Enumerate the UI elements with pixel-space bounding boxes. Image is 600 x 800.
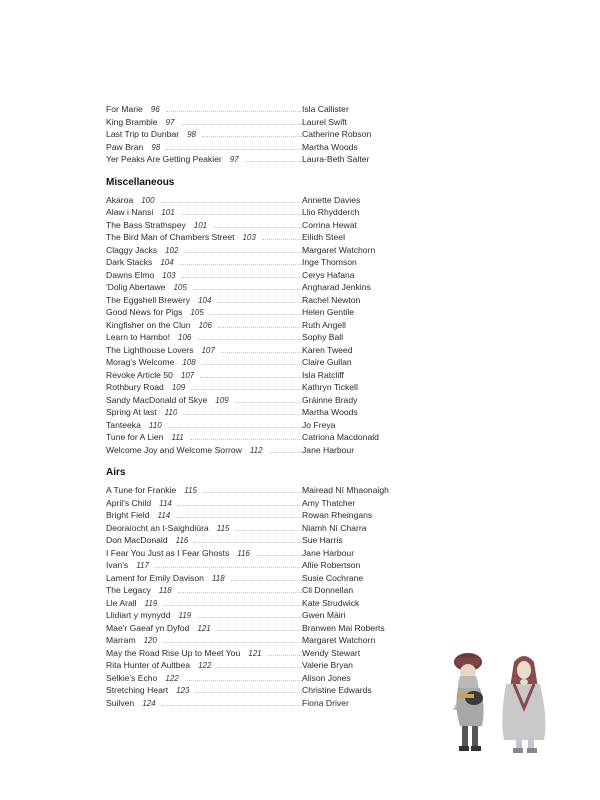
entry-left xyxy=(106,219,207,233)
composer-name: Annette Davies xyxy=(302,194,361,205)
page-number: 118 xyxy=(158,586,172,595)
toc-entry[interactable] xyxy=(106,153,406,166)
page-number: 106 xyxy=(178,333,192,342)
tune-title: Deoraíocht an t-Saighdiúra xyxy=(106,522,209,533)
entry-left xyxy=(106,534,188,548)
composer-name: Susie Cochrane xyxy=(302,572,364,583)
tune-title: Good News for Pigs xyxy=(106,307,183,317)
page-number: 104 xyxy=(198,295,212,305)
tune-title: Tune for A Lien xyxy=(106,432,164,442)
toc-entry[interactable] xyxy=(106,444,406,457)
page-number: 97 xyxy=(229,155,239,164)
page-number: 109 xyxy=(215,395,229,405)
page-number: 105 xyxy=(173,283,187,292)
composer-name: Jane Harbour xyxy=(302,444,355,455)
composer-name: Catherine Robson xyxy=(302,129,372,139)
entry-left xyxy=(106,509,170,523)
dot-leader xyxy=(181,213,302,215)
composer-name: Inge Thomson xyxy=(302,257,357,267)
toc-section xyxy=(106,103,406,166)
composer-name: Isla Ratcliff xyxy=(302,369,344,380)
page-number: 118 xyxy=(211,573,225,583)
page-number: 119 xyxy=(144,598,158,608)
page-number: 106 xyxy=(198,320,212,330)
dot-leader xyxy=(231,579,302,581)
page-number: 114 xyxy=(159,498,172,508)
dot-leader xyxy=(217,629,302,631)
composer-name: Niamh Ní Charra xyxy=(302,522,367,533)
page-number: 122 xyxy=(198,661,212,670)
toc-entry[interactable] xyxy=(106,194,406,207)
tune-title: I Fear You Just as I Fear Ghosts xyxy=(106,547,230,558)
toc-entry[interactable] xyxy=(106,419,406,432)
entry-left xyxy=(106,497,172,511)
page-number: 123 xyxy=(176,686,190,695)
dot-leader xyxy=(166,110,302,112)
dot-leader xyxy=(218,326,302,328)
toc-entry[interactable] xyxy=(106,509,406,522)
tune-title: Rita Hunter of Aultbea xyxy=(106,660,191,670)
toc-entry[interactable] xyxy=(106,269,406,282)
dot-leader xyxy=(235,529,302,531)
composer-name: Rowan Rheingans xyxy=(302,510,373,520)
dot-leader xyxy=(245,160,302,162)
dot-leader xyxy=(197,338,302,340)
toc-entry[interactable] xyxy=(106,484,406,497)
entry-left xyxy=(106,444,263,458)
tune-title: May the Road Rise Up to Meet You xyxy=(106,647,241,658)
page-number: 104 xyxy=(160,258,174,267)
composer-name: Cerys Hafana xyxy=(302,269,355,280)
tune-title: The Legacy xyxy=(106,585,151,595)
entry-left xyxy=(106,306,204,320)
page-number: 121 xyxy=(197,623,211,633)
page-number: 101 xyxy=(193,220,208,230)
dot-leader xyxy=(268,654,302,656)
composer-name: Margaret Watchorn xyxy=(302,635,376,645)
dot-leader xyxy=(190,438,302,440)
dot-leader xyxy=(210,313,302,315)
page-number: 107 xyxy=(201,345,215,355)
entry-left xyxy=(106,381,185,395)
toc-entry[interactable] xyxy=(106,294,406,307)
entry-left xyxy=(106,344,215,358)
tune-title: Last Trip to Dunbar xyxy=(106,129,180,139)
tune-title: Claggy Jacks xyxy=(106,244,158,255)
page-number: 115 xyxy=(216,523,230,533)
toc-entry[interactable] xyxy=(106,103,406,116)
dot-leader xyxy=(168,426,302,428)
entry-left xyxy=(106,597,157,611)
dot-leader xyxy=(202,135,302,137)
composer-name: Laura-Beth Salter xyxy=(302,154,370,164)
two-musicians-illustration-icon xyxy=(440,648,560,760)
tune-title: Rothbury Road xyxy=(106,382,164,392)
tune-title: The Lighthouse Lovers xyxy=(106,344,194,355)
composer-name: Gráinne Brady xyxy=(302,394,358,405)
composer-name: Llio Rhydderch xyxy=(302,207,360,217)
dot-leader xyxy=(184,251,302,253)
tune-title: Lle Arall xyxy=(106,597,137,608)
entry-left xyxy=(106,269,176,283)
dot-leader xyxy=(202,363,302,365)
toc-entry[interactable] xyxy=(106,497,406,510)
dot-leader xyxy=(176,516,302,518)
tune-title: Sandy MacDonald of Skye xyxy=(106,394,208,405)
entry-left xyxy=(106,331,191,345)
toc-entry[interactable] xyxy=(106,584,406,597)
entry-left xyxy=(106,294,211,308)
entry-left xyxy=(106,128,196,142)
page-number: 109 xyxy=(171,383,186,392)
toc-entry[interactable] xyxy=(106,256,406,269)
composer-name: Rachel Newton xyxy=(302,294,361,305)
toc-entry[interactable] xyxy=(106,534,406,547)
composer-name: Branwen Mai Roberts xyxy=(302,622,385,633)
composer-name: Isla Callister xyxy=(302,104,349,114)
entry-left xyxy=(106,141,160,155)
entry-left xyxy=(106,153,239,167)
dot-leader xyxy=(166,148,302,150)
tune-title: Selkie's Echo xyxy=(106,672,158,683)
section-gap xyxy=(106,166,406,176)
page-number: 121 xyxy=(248,648,262,658)
composer-name: Helen Gentile xyxy=(302,307,355,317)
toc-entry[interactable] xyxy=(106,128,406,141)
tune-title: Suilven xyxy=(106,697,135,708)
toc-entry[interactable] xyxy=(106,684,406,697)
tune-title: Morag's Welcome xyxy=(106,357,175,367)
section-gap xyxy=(106,456,406,466)
composer-name: Kate Strudwick xyxy=(302,597,360,608)
composer-name: Christine Edwards xyxy=(302,685,372,695)
page-number: 124 xyxy=(142,698,156,708)
dot-leader xyxy=(213,226,302,228)
entry-left xyxy=(106,369,194,383)
entry-left xyxy=(106,547,250,561)
composer-name: Angharad Jenkins xyxy=(302,282,371,292)
dot-leader xyxy=(178,504,302,506)
toc-entry[interactable] xyxy=(106,331,406,344)
composer-name: Laurel Swift xyxy=(302,116,347,127)
tune-title: For Marie xyxy=(106,104,143,114)
page-number: 98 xyxy=(187,130,196,139)
tune-title: King Bramble xyxy=(106,116,158,127)
page-number: 98 xyxy=(151,142,161,152)
dot-leader xyxy=(163,641,302,643)
entry-left xyxy=(106,419,162,433)
entry-left xyxy=(106,584,172,598)
toc-entry[interactable] xyxy=(106,559,406,572)
composer-name: Gwen Màiri xyxy=(302,610,346,620)
tune-title: Don MacDonald xyxy=(106,535,168,545)
tune-title: A Tune for Frankie xyxy=(106,485,177,495)
entry-left xyxy=(106,406,177,420)
entry-left xyxy=(106,206,175,220)
page-number: 100 xyxy=(141,195,155,205)
tune-title: 'Dolig Abertawe xyxy=(106,282,166,292)
tune-title: Llidiart y mynydd xyxy=(106,610,171,620)
dot-leader xyxy=(162,704,302,706)
toc-entry[interactable] xyxy=(106,281,406,294)
page-number: 110 xyxy=(164,408,178,417)
composer-name: Cli Donnellan xyxy=(302,585,354,595)
dot-leader xyxy=(191,388,302,390)
entry-left xyxy=(106,609,191,623)
composer-name: Mairead Ní Mhaonaigh xyxy=(302,485,389,495)
toc-entry[interactable] xyxy=(106,219,406,232)
toc-entry[interactable] xyxy=(106,647,406,660)
toc-entry[interactable] xyxy=(106,344,406,357)
entry-left xyxy=(106,103,160,117)
tune-title: Mae'r Gaeaf yn Dyfod xyxy=(106,622,190,633)
tune-title: Stretching Heart xyxy=(106,685,169,695)
composer-name: Fiona Driver xyxy=(302,697,349,708)
dot-leader xyxy=(180,263,302,265)
toc-entry[interactable] xyxy=(106,522,406,535)
section-heading: Miscellaneous xyxy=(106,176,175,188)
tune-title: Ivan's xyxy=(106,560,129,570)
dot-leader xyxy=(217,301,302,303)
page-number: 101 xyxy=(161,208,175,217)
page-number: 103 xyxy=(242,233,256,242)
dot-leader xyxy=(163,604,302,606)
section-heading: Airs xyxy=(106,467,126,478)
page-number: 107 xyxy=(180,370,195,380)
toc-entry[interactable] xyxy=(106,431,406,444)
entry-left xyxy=(106,697,156,711)
tune-title: Dark Stacks xyxy=(106,257,153,267)
composer-name: Amy Thatcher xyxy=(302,497,356,508)
composer-name: Sophy Ball xyxy=(302,332,344,342)
tune-title: Revoke Article 50 xyxy=(106,369,173,380)
entry-left xyxy=(106,319,212,333)
toc-entry[interactable] xyxy=(106,659,406,672)
dot-leader xyxy=(161,201,302,203)
tune-title: Bright Field xyxy=(106,510,150,520)
composer-name: Karen Tweed xyxy=(302,344,353,355)
dot-leader xyxy=(269,451,302,453)
dot-leader xyxy=(181,123,302,125)
composer-name: Jo Freya xyxy=(302,419,336,430)
toc-entry[interactable] xyxy=(106,206,406,219)
page-number: 102 xyxy=(165,245,179,255)
page-number: 112 xyxy=(249,445,263,455)
toc-entry[interactable] xyxy=(106,634,406,647)
tune-title: Lament for Emily Davison xyxy=(106,572,204,583)
toc-entry[interactable] xyxy=(106,672,406,685)
entry-left xyxy=(106,559,149,573)
composer-name: Sue Harris xyxy=(302,535,343,545)
composer-name: Alison Jones xyxy=(302,672,351,683)
toc-entry[interactable] xyxy=(106,319,406,332)
composer-name: Corrina Hewat xyxy=(302,219,357,230)
toc-entry[interactable] xyxy=(106,622,406,635)
dot-leader xyxy=(262,238,302,240)
entry-left xyxy=(106,622,211,636)
page-number: 115 xyxy=(184,486,197,495)
toc-entry[interactable] xyxy=(106,394,406,407)
entry-left xyxy=(106,256,174,270)
dot-leader xyxy=(185,679,302,681)
composer-name: Martha Woods xyxy=(302,407,358,417)
page-number: 97 xyxy=(165,117,175,127)
dot-leader xyxy=(197,616,302,618)
tune-title: The Eggshell Brewery xyxy=(106,294,191,305)
tune-title: Alaw i Nansi xyxy=(106,207,154,217)
entry-left xyxy=(106,116,175,130)
toc-entry[interactable] xyxy=(106,141,406,154)
toc-entry[interactable] xyxy=(106,406,406,419)
page-number: 120 xyxy=(143,636,157,645)
composer-name: Wendy Stewart xyxy=(302,647,361,658)
toc-entry[interactable] xyxy=(106,572,406,585)
toc-entry[interactable] xyxy=(106,597,406,610)
tune-title: April's Child xyxy=(106,497,152,508)
toc-section xyxy=(106,456,406,709)
entry-left xyxy=(106,484,197,498)
dot-leader xyxy=(256,554,302,556)
composer-name: Ruth Angell xyxy=(302,319,346,330)
page-number: 119 xyxy=(178,611,192,620)
toc-section xyxy=(106,166,406,457)
toc-entry[interactable] xyxy=(106,697,406,710)
page-number: 114 xyxy=(157,511,171,520)
composer-name: Claire Gullan xyxy=(302,357,352,367)
tune-title: The Bass Strathspey xyxy=(106,219,186,230)
entry-left xyxy=(106,647,262,661)
entry-left xyxy=(106,244,178,258)
tune-title: Welcome Joy and Welcome Sorrow xyxy=(106,444,242,455)
page-number: 116 xyxy=(175,536,189,545)
entry-left xyxy=(106,281,187,295)
toc-entry[interactable] xyxy=(106,369,406,382)
page-number: 103 xyxy=(162,270,176,280)
toc-entry[interactable] xyxy=(106,547,406,560)
tune-title: The Bird Man of Chambers Street xyxy=(106,232,235,242)
dot-leader xyxy=(195,691,302,693)
entry-left xyxy=(106,522,229,536)
dot-leader xyxy=(182,276,302,278)
composer-name: Eilidh Steel xyxy=(302,232,345,242)
page-number: 108 xyxy=(182,358,196,367)
toc-entry[interactable] xyxy=(106,381,406,394)
composer-name: Margaret Watchorn xyxy=(302,244,376,255)
entry-left xyxy=(106,356,196,370)
composer-name: Allie Robertson xyxy=(302,560,361,570)
entry-left xyxy=(106,194,155,208)
entry-left xyxy=(106,231,256,245)
composer-name: Jane Harbour xyxy=(302,547,355,558)
dot-leader xyxy=(193,288,302,290)
entry-left xyxy=(106,572,225,586)
dot-leader xyxy=(183,413,302,415)
tune-title: Kingfisher on the Clun xyxy=(106,319,191,330)
composer-name: Martha Woods xyxy=(302,141,358,152)
composer-name: Valerie Bryan xyxy=(302,660,353,670)
page-number: 117 xyxy=(136,561,149,570)
tune-title: Paw Bran xyxy=(106,141,144,152)
composer-name: Catriona Macdonald xyxy=(302,432,379,442)
toc-entry[interactable] xyxy=(106,231,406,244)
dot-leader xyxy=(200,376,302,378)
dot-leader xyxy=(203,491,302,493)
tune-title: Akaroa xyxy=(106,194,134,205)
dot-leader xyxy=(155,566,302,568)
tune-title: Tanteeka xyxy=(106,419,141,430)
tune-title: Dawns Elmo xyxy=(106,269,155,280)
dot-leader xyxy=(217,666,302,668)
page-number: 110 xyxy=(148,420,162,430)
tune-title: Yer Peaks Are Getting Peakier xyxy=(106,154,222,164)
page-number: 111 xyxy=(171,433,184,442)
table-of-contents xyxy=(106,103,406,709)
tune-title: Spring At last xyxy=(106,407,157,417)
dot-leader xyxy=(221,351,302,353)
page-number: 116 xyxy=(237,548,251,558)
toc-entry[interactable] xyxy=(106,244,406,257)
page-number: 122 xyxy=(165,673,179,683)
tune-title: Learn to Hambo! xyxy=(106,332,171,342)
toc-entry[interactable] xyxy=(106,356,406,369)
entry-left xyxy=(106,659,211,673)
entry-left xyxy=(106,431,184,445)
entry-left xyxy=(106,394,229,408)
toc-entry[interactable] xyxy=(106,609,406,622)
composer-name: Kathryn Tickell xyxy=(302,382,358,392)
toc-entry[interactable] xyxy=(106,116,406,129)
dot-leader xyxy=(194,541,302,543)
entry-left xyxy=(106,634,157,648)
entry-left xyxy=(106,672,179,686)
entry-left xyxy=(106,684,189,698)
dot-leader xyxy=(178,591,302,593)
toc-entry[interactable] xyxy=(106,306,406,319)
page-number: 96 xyxy=(150,105,160,114)
dot-leader xyxy=(235,401,302,403)
page-number: 105 xyxy=(190,308,204,317)
tune-title: Marram xyxy=(106,635,136,645)
